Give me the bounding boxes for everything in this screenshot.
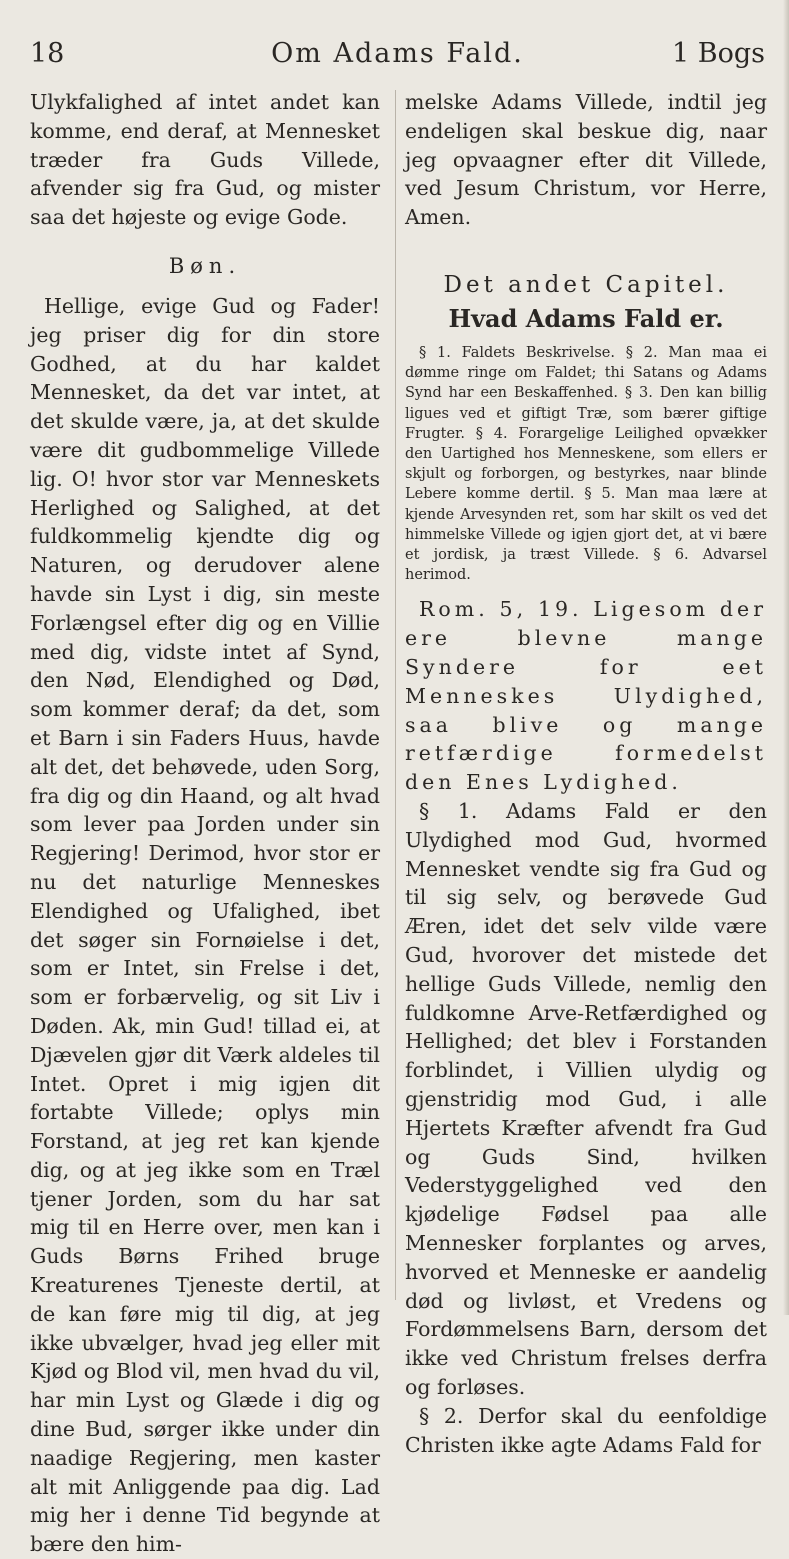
- prayer-heading: Bøn.: [168, 253, 242, 278]
- right-column: [405, 88, 767, 1459]
- page-edge: [783, 0, 789, 1315]
- running-header: [30, 36, 765, 72]
- scripture-verse: Rom. 5, 19. Ligesom der ere blevne mange Syndere for eet Menneskes Ulydighed, saa blive og mange retfærdige formedelst den Enes Lydighed.: [405, 597, 767, 795]
- chapter-subtitle: Hvad Adams Fald er.: [448, 303, 724, 333]
- signature-mark: 1 Bogs: [672, 38, 765, 69]
- page-number: 18: [30, 38, 65, 69]
- prayer-text: Hellige, evige Gud og Fader! jeg priser dig for din store Godhed, at du har kaldet Mennesket, da det var intet, at det skulde være, ja, at det skulde være dit gudbommelige Villede lig. O! hvor stor var Menneskets Herlighed og Salighed, at det fuldkommelig kjendte dig og Naturen, og derudover alene havde sin Lyst i dig, sin meste Forlængsel efter dig og en Villie med dig, vidste intet af Synd, den Nød, Elendighed og Død, som kommer deraf; da det, som et Barn i sin Faders Huus, havde alt det, det behøvede, uden Sorg, fra dig og din Haand, og alt hvad som lever paa Jorden under sin Regjering! Derimod, hvor stor er nu det naturlige Menneskes Elendighed og Ufalighed, ibet det søger sin Fornøielse i det, som er Intet, sin Frelse i det, som er forbærvelig, og sit Liv i Døden. Ak, min Gud! tillad ei, at Djævelen gjør dit Værk aldeles til Intet. Opret i mig igjen dit fortabte Villede; oplys min Forstand, at jeg ret kan kjende dig, og at jeg ikke som en Træl tjener Jorden, som du har sat mig til en Herre over, men kan i Guds Børns Frihed bruge Kreaturenes Tjeneste dertil, at de kan føre mig til dig, at jeg ikke ubvælger, hvad jeg eller mit Kjød og Blod vil, men hvad du vil, har min Lyst og Glæde i dig og dine Bud, sørger ikke under din naadige Regjering, men kaster alt mit Anliggende paa dig. Lad mig her i denne Tid begynde at bære den him-: [30, 293, 380, 1557]
- left-column: [30, 88, 380, 1559]
- right-paragraph-1: melske Adams Villede, indtil jeg endeligen skal beskue dig, naar jeg opvaagner efter dit Villede, ved Jesum Christum, vor Herre, Amen.: [405, 90, 767, 230]
- chapter-summary: § 1. Faldets Beskrivelse. § 2. Man maa ei dømme ringe om Faldet; thi Satans og Adams Synd har een Beskaffenhed. § 3. Den kan billig ligues ved et giftigt Træ, som bærer giftige Frugter. § 4. Forargelige Leilighed opvækker den Uartighed hos Menneskene, som ellers er skjult og forborgen, og bestyrkes, naar blinde Lebere komme dertil. § 5. Man maa lære at kjende Arvesynden ret, som har skilt os ved det himmelske Villede og igjen gjort det, at vi bære et jordisk, ja træst Villede. § 6. Advarsel herimod.: [405, 344, 767, 584]
- section-2-text: § 2. Derfor skal du eenfoldige Christen ikke agte Adams Fald for: [405, 1403, 767, 1457]
- column-divider: [395, 90, 396, 1300]
- left-paragraph-1: Ulykfalighed af intet andet kan komme, end deraf, at Mennesket træder fra Guds Villede, afvender sig fra Gud, og mister saa det højeste og evige Gode.: [30, 90, 380, 230]
- section-1-text: § 1. Adams Fald er den Ulydighed mod Gud, hvormed Mennesket vendte sig fra Gud og til sig selv, og berøvede Gud Æren, idet det selv vilde være Gud, hvorover det mistede det hellige Guds Villede, nemlig den fuldkomne Arve-Retfærdighed og Hellighed; det blev i Forstanden forblindet, i Villien ulydig og gjenstridig mod Gud, i alle Hjertets Kræfter afvendt fra Gud og Guds Sind, hvilken Vederstyggelighed ved den kjødelige Fødsel paa alle Mennesker forplantes og arves, hvorved et Menneske er aandelig død og livløst, et Vredens og Fordømmelsens Barn, dersom det ikke ved Christum frelses derfra og forløses.: [405, 799, 767, 1399]
- running-title: Om Adams Fald.: [271, 38, 524, 69]
- chapter-title: Det andet Capitel.: [443, 271, 729, 298]
